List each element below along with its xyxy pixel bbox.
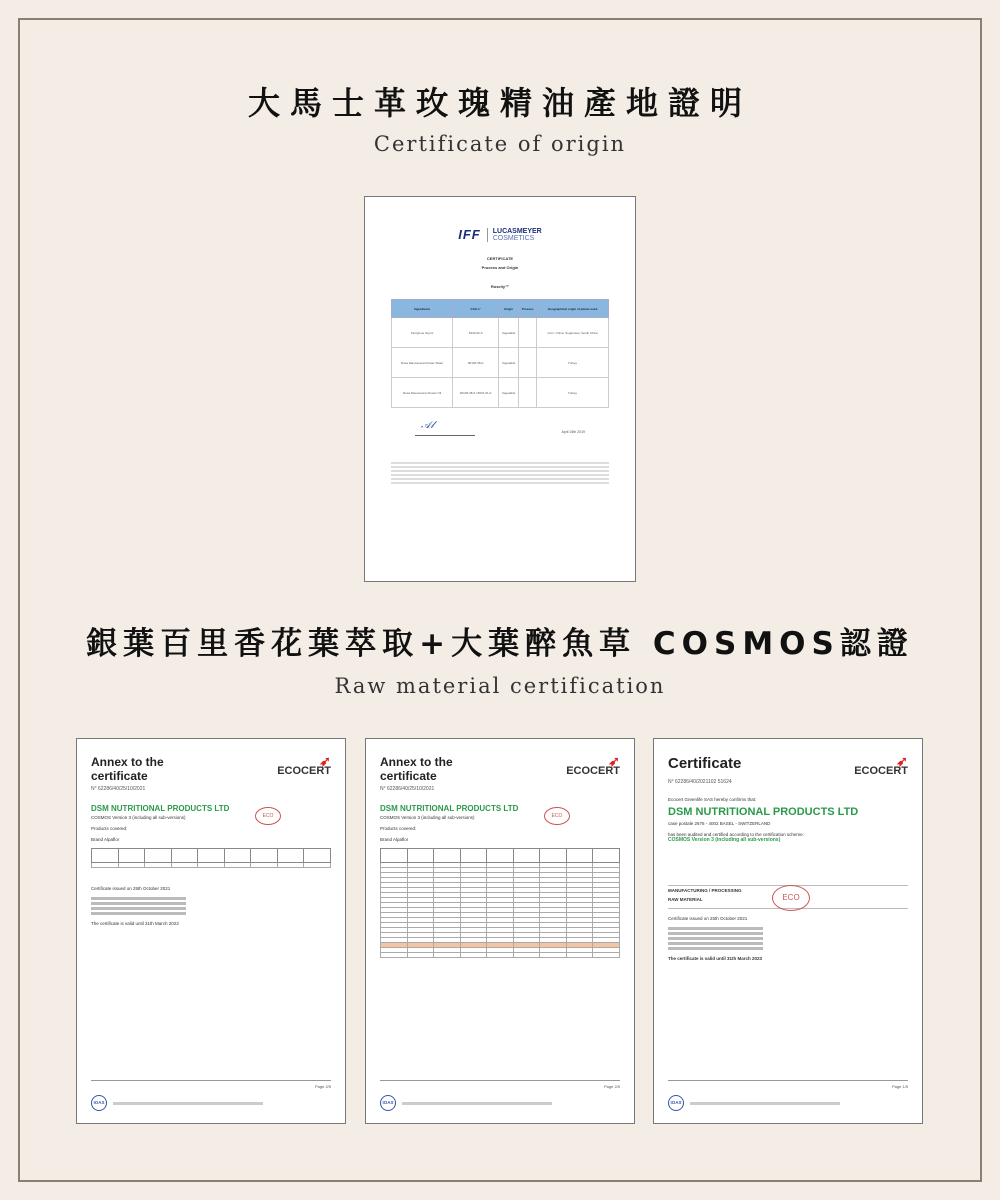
cosmos-badge-icon: ECO bbox=[255, 807, 281, 825]
table-row: Pentylene Glycol 5343-92-0 Vegetable Corn: China, Sugarcane: South Africa bbox=[392, 318, 609, 348]
table-row bbox=[92, 863, 331, 868]
products-table bbox=[91, 848, 331, 868]
table-row: Rosa Damascena Flower Water 90106-38-0 Vegetable Turkey bbox=[392, 348, 609, 378]
annex-title: Annex to the certificate bbox=[91, 755, 164, 784]
certificate-heading: CERTIFICATE bbox=[486, 256, 514, 261]
signature-row bbox=[391, 422, 609, 436]
address-block bbox=[91, 897, 331, 915]
certificate-title: Certificate bbox=[668, 755, 742, 772]
certificate-number: N° 62286/40/25/10/2021 bbox=[380, 785, 435, 792]
origin-section-title: 大馬士革玫瑰精油產地證明 bbox=[247, 84, 752, 122]
page-number: Page 2/5 bbox=[603, 1084, 620, 1089]
products-label: Products covered: bbox=[380, 826, 417, 832]
brand-label: Brand Alpaflor bbox=[91, 837, 120, 843]
cosmos-certificate-document bbox=[653, 738, 923, 1124]
activities-value: MANUFACTURING / PROCESSING bbox=[668, 887, 742, 893]
product-name: Roseliy™ bbox=[490, 284, 510, 289]
standard-version: COSMOS Version 3 (including all sub-versions) bbox=[380, 815, 475, 821]
signature: 𝒜𝓁 bbox=[415, 422, 475, 436]
category-value: RAW MATERIAL bbox=[668, 896, 703, 902]
audited-text: has been audited and certified according to the certification scheme: bbox=[668, 832, 804, 838]
kiwa-logo-icon: IOAS bbox=[91, 1095, 107, 1111]
cosmos-section-title: 銀葉百里香花葉萃取+大葉醉魚草 COSMOS認證 bbox=[86, 626, 914, 662]
annex-document-1 bbox=[76, 738, 346, 1124]
certificate-subheading: Process and Origin bbox=[481, 265, 519, 270]
ingredients-table bbox=[391, 299, 609, 408]
table-header: Origin bbox=[498, 300, 518, 318]
issue-date: Certificate issued on 25th October 2021 bbox=[91, 886, 171, 892]
origin-certificate-document bbox=[364, 196, 636, 582]
address-block bbox=[668, 927, 908, 950]
kiwa-logo-icon: IOAS bbox=[668, 1095, 684, 1111]
ecocert-logo: ➶ ECOCERT bbox=[854, 753, 908, 777]
certificate-logos bbox=[391, 227, 609, 242]
company-name: DSM NUTRITIONAL PRODUCTS LTD bbox=[380, 803, 519, 813]
origin-section-subtitle: Certificate of origin bbox=[373, 132, 627, 156]
standard-version: COSMOS Version 3 (including all sub-versions) bbox=[668, 837, 781, 844]
page-number: Page 2/5 bbox=[314, 1084, 331, 1089]
table-header: Process bbox=[519, 300, 537, 318]
certificate-number: N° 62286/40/25/10/2021 bbox=[91, 785, 146, 792]
document-footer bbox=[380, 1080, 620, 1111]
bird-icon: ➶ bbox=[608, 753, 620, 769]
bird-icon: ➶ bbox=[319, 753, 331, 769]
document-footer bbox=[91, 1080, 331, 1111]
products-table bbox=[380, 848, 620, 958]
products-label: Products covered: bbox=[91, 826, 128, 832]
kiwa-logo-icon: IOAS bbox=[380, 1095, 396, 1111]
brand-label: Brand Alpaflor bbox=[380, 837, 409, 843]
page-number: Page 1/5 bbox=[891, 1084, 908, 1089]
validity-text: The certificate is valid until 31th March 2023 bbox=[91, 921, 179, 927]
table-row bbox=[381, 953, 620, 958]
company-name: DSM NUTRITIONAL PRODUCTS LTD bbox=[91, 803, 230, 813]
table-header: CAS n° bbox=[453, 300, 499, 318]
bird-icon: ➶ bbox=[896, 753, 908, 769]
table-header: Geographical origin of plants used bbox=[537, 300, 609, 318]
company-name: DSM NUTRITIONAL PRODUCTS LTD bbox=[668, 806, 859, 818]
table-header: Ingredients bbox=[392, 300, 453, 318]
lucasmeyer-logo: LUCASMEYER COSMETICS bbox=[487, 228, 542, 242]
annex-document-2 bbox=[365, 738, 635, 1124]
ecocert-logo: ➶ ECOCERT bbox=[566, 753, 620, 777]
iff-logo: IFF bbox=[458, 227, 481, 242]
table-row: Rosa Damascena Flower Oil 90106-38-0 / 8007-01-0 Vegetable Turkey bbox=[392, 378, 609, 408]
validity-text: The certificate is valid until 31th March 2023 bbox=[668, 956, 763, 962]
annex-title: Annex to the certificate bbox=[380, 755, 453, 784]
ecocert-logo: ➶ ECOCERT bbox=[277, 753, 331, 777]
signature-date: April 15th 2019 bbox=[561, 430, 585, 434]
fine-print bbox=[391, 462, 609, 484]
cosmos-badge-icon: ECO bbox=[544, 807, 570, 825]
company-address: case postale 2676 - 4002 BASEL - SWITZERLAND bbox=[668, 821, 771, 827]
issue-date: Certificate issued on 25th October 2021 bbox=[668, 916, 748, 922]
standard-version: COSMOS Version 3 (including all sub-versions) bbox=[91, 815, 186, 821]
cosmos-badge-icon: ECO bbox=[772, 885, 810, 911]
confirms-text: Ecocert Greenlife SAS hereby confirms that: bbox=[668, 797, 757, 802]
document-footer bbox=[668, 1080, 908, 1111]
cosmos-section-subtitle: Raw material certification bbox=[334, 674, 666, 698]
certificate-number: N° 62286/40/2021102 51624 bbox=[668, 779, 732, 785]
